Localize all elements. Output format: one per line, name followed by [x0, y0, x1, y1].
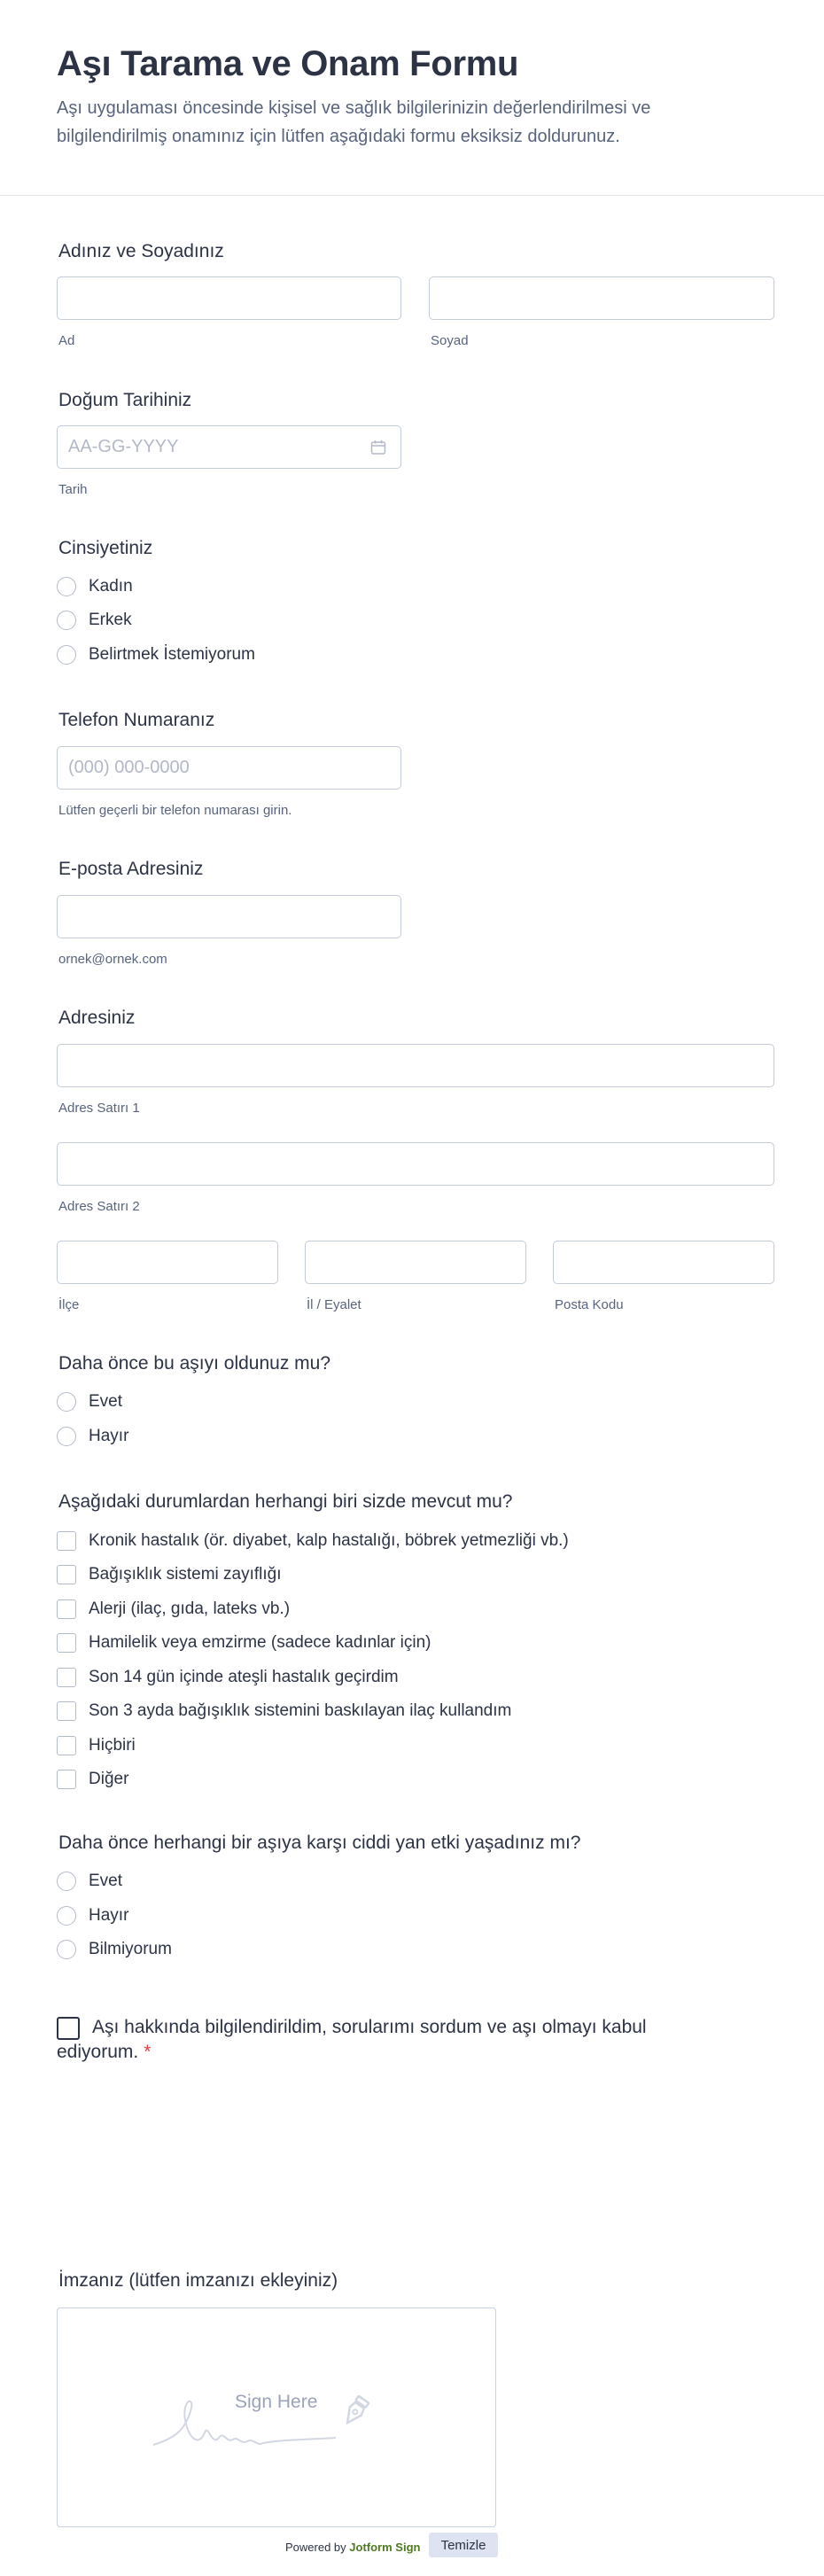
- side-effects-option[interactable]: [57, 1903, 128, 1929]
- email-sublabel: ornek@ornek.com: [58, 952, 167, 967]
- powered-prefix: Powered by: [285, 2541, 346, 2554]
- address-line1-sublabel: Adres Satırı 1: [58, 1101, 140, 1116]
- phone-sublabel: Lütfen geçerli bir telefon numarası girin.: [58, 803, 292, 818]
- checkbox[interactable]: [57, 1668, 76, 1687]
- radio-button[interactable]: [57, 1940, 76, 1959]
- checkbox[interactable]: [57, 1531, 76, 1551]
- prior-vaccine-option[interactable]: [57, 1423, 128, 1450]
- form-title: Aşı Tarama ve Onam Formu: [57, 44, 519, 83]
- condition-option[interactable]: [57, 1732, 136, 1759]
- district-input[interactable]: [57, 1241, 278, 1284]
- calendar-icon[interactable]: [370, 440, 386, 455]
- province-sublabel: İl / Eyalet: [307, 1297, 361, 1312]
- gender-option[interactable]: [57, 607, 132, 634]
- prior-vaccine-option-label: Hayır: [89, 1427, 129, 1445]
- prior-vaccine-label: Daha önce bu aşıyı oldunuz mu?: [58, 1353, 331, 1374]
- province-input[interactable]: [305, 1241, 526, 1284]
- side-effects-option-label: Hayır: [89, 1906, 129, 1925]
- powered-by: [285, 2541, 420, 2554]
- radio-button[interactable]: [57, 1392, 76, 1412]
- condition-option[interactable]: [57, 1596, 290, 1623]
- condition-option-label: Diğer: [89, 1770, 129, 1788]
- checkbox[interactable]: [57, 1565, 76, 1584]
- side-effects-option-label: Evet: [89, 1872, 123, 1890]
- jotform-sign-brand: Jotform Sign: [349, 2541, 421, 2554]
- condition-option-label: Bağışıklık sistemi zayıflığı: [89, 1565, 282, 1584]
- condition-option-label: Kronik hastalık (ör. diyabet, kalp hastalığı, böbrek yetmezliği vb.): [89, 1531, 569, 1550]
- side-effects-option[interactable]: [57, 1936, 172, 1963]
- signature-pad[interactable]: [57, 2308, 496, 2527]
- signature-scribble-icon: [150, 2393, 416, 2455]
- first-name-input[interactable]: [57, 276, 401, 320]
- radio-button[interactable]: [57, 645, 76, 665]
- gender-option[interactable]: [57, 573, 133, 600]
- condition-option-label: Alerji (ilaç, gıda, lateks vb.): [89, 1599, 291, 1618]
- address-line2-sublabel: Adres Satırı 2: [58, 1199, 140, 1214]
- sign-here-placeholder: Sign Here: [235, 2392, 318, 2412]
- condition-option[interactable]: [57, 1766, 128, 1793]
- radio-button[interactable]: [57, 1872, 76, 1891]
- postal-code-input[interactable]: [553, 1241, 774, 1284]
- required-mark: *: [144, 2042, 152, 2062]
- birthdate-label: Doğum Tarihiniz: [58, 390, 192, 410]
- gender-label: Cinsiyetiniz: [58, 538, 153, 558]
- address-line2-input[interactable]: [57, 1142, 774, 1186]
- address-label: Adresiniz: [58, 1008, 136, 1028]
- first-name-sublabel: Ad: [58, 333, 75, 348]
- side-effects-option-label: Bilmiyorum: [89, 1940, 172, 1958]
- phone-label: Telefon Numaranız: [58, 710, 215, 730]
- checkbox[interactable]: [57, 1770, 76, 1789]
- condition-option-label: Hamilelik veya emzirme (sadece kadınlar için): [89, 1633, 431, 1652]
- checkbox[interactable]: [57, 1701, 76, 1721]
- birthdate-sublabel: Tarih: [58, 482, 88, 497]
- condition-option[interactable]: [57, 1561, 282, 1588]
- condition-option-label: Son 3 ayda bağışıklık sistemini baskılayan ilaç kullandım: [89, 1701, 512, 1720]
- name-label: Adınız ve Soyadınız: [58, 241, 224, 261]
- condition-option[interactable]: [57, 1528, 569, 1554]
- consent-statement: [57, 2015, 677, 2065]
- prior-vaccine-option-label: Evet: [89, 1392, 123, 1411]
- last-name-sublabel: Soyad: [431, 333, 469, 348]
- condition-option-label: Hiçbiri: [89, 1736, 136, 1755]
- radio-button[interactable]: [57, 611, 76, 630]
- clear-signature-button[interactable]: Temizle: [429, 2533, 498, 2557]
- checkbox[interactable]: [57, 1599, 76, 1619]
- radio-button[interactable]: [57, 1427, 76, 1446]
- postal-code-sublabel: Posta Kodu: [555, 1297, 624, 1312]
- condition-option-label: Son 14 gün içinde ateşli hastalık geçirdim: [89, 1668, 399, 1686]
- condition-option[interactable]: [57, 1698, 511, 1724]
- checkbox[interactable]: [57, 1633, 76, 1653]
- consent-text: Aşı hakkında bilgilendirildim, sorularımı sordum ve aşı olmayı kabul ediyorum.: [57, 2017, 647, 2062]
- signature-label: İmzanız (lütfen imzanızı ekleyiniz): [58, 2270, 338, 2291]
- form-description: Aşı uygulaması öncesinde kişisel ve sağlık bilgilerinizin değerlendirilmesi ve bilgilendirilmiş onamınız için lütfen aşağıdaki formu eksiksiz doldurunuz.: [57, 98, 651, 146]
- gender-option[interactable]: [57, 642, 255, 668]
- phone-input[interactable]: [57, 746, 401, 790]
- gender-option-label: Kadın: [89, 577, 133, 595]
- conditions-label: Aşağıdaki durumlardan herhangi biri sizde mevcut mu?: [58, 1491, 513, 1512]
- last-name-input[interactable]: [429, 276, 774, 320]
- district-sublabel: İlçe: [58, 1297, 80, 1312]
- email-input[interactable]: [57, 895, 401, 938]
- birthdate-input[interactable]: [57, 425, 401, 469]
- radio-button[interactable]: [57, 1906, 76, 1926]
- side-effects-option[interactable]: [57, 1868, 122, 1895]
- gender-option-label: Erkek: [89, 611, 132, 629]
- gender-option-label: Belirtmek İstemiyorum: [89, 645, 255, 664]
- condition-option[interactable]: [57, 1664, 399, 1691]
- header-divider: [0, 195, 824, 196]
- checkbox[interactable]: [57, 1736, 76, 1755]
- prior-vaccine-option[interactable]: [57, 1389, 122, 1415]
- side-effects-label: Daha önce herhangi bir aşıya karşı ciddi yan etki yaşadınız mı?: [58, 1833, 581, 1853]
- radio-button[interactable]: [57, 577, 76, 596]
- email-label: E-posta Adresiniz: [58, 859, 204, 879]
- address-line1-input[interactable]: [57, 1044, 774, 1087]
- condition-option[interactable]: [57, 1630, 431, 1656]
